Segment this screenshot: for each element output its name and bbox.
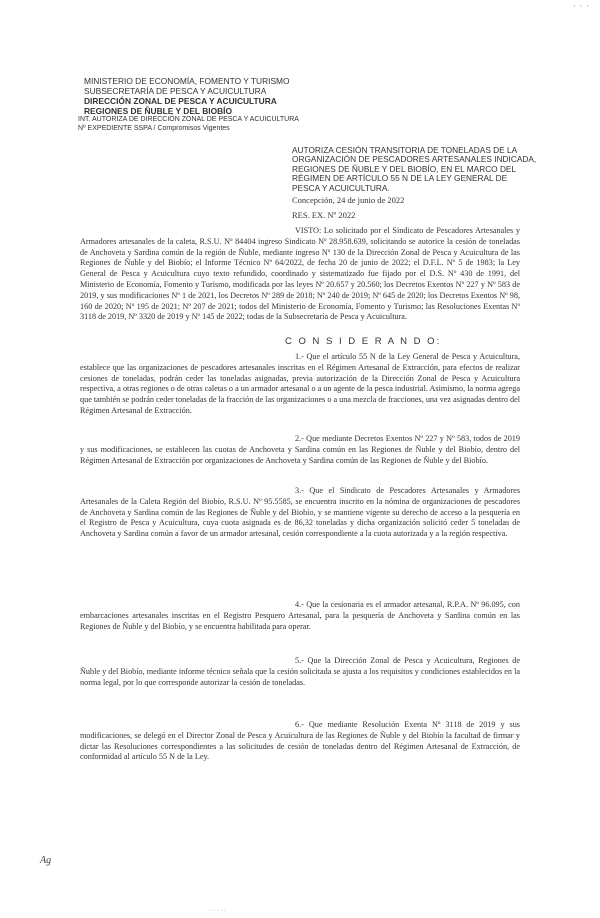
considerando-6 <box>80 720 520 763</box>
visto-paragraph <box>80 226 520 323</box>
header-line-regions: REGIONES DE ÑUBLE Y DEL BIOBÍO <box>84 106 232 116</box>
footer-mark: · · · · · <box>210 908 226 914</box>
resolution-subject: AUTORIZA CESIÓN TRANSITORIA DE TONELADAS DE LA ORGANIZACIÓN DE PESCADORES ARTESANALES INDICADA, REGIONES DE ÑUBLE Y DEL BIOBÍO, EN EL MARCO DEL RÉGIMEN DE ARTÍCULO 55 N DE LA LEY GENERAL DE PESCA Y ACUICULTURA. <box>292 145 537 193</box>
header-line-subsecretariat: SUBSECRETARÍA DE PESCA Y ACUICULTURA <box>84 86 267 96</box>
considerando-title: C O N S I D E R A N D O: <box>285 336 442 347</box>
considerando-4 <box>80 600 520 632</box>
resolution-date: Concepción, 24 de junio de 2022 <box>292 195 405 205</box>
considerando-5 <box>80 656 520 688</box>
corner-mark: · · · <box>573 2 590 11</box>
considerando-1-text: 1.- Que el artículo 55 N de la Ley General de Pesca y Acuicultura, establece que las organizaciones de pescadores artesanales inscritas en el Régimen Artesanal de Extracción, para efectos de realizar cesiones de toneladas, podrán ceder las toneladas asignadas, previa autorización de la Dirección Zonal de Pesca y Acuicultura respectiva, a otras regiones o de otras caletas o a un armador artesanal o a un agente de la pesca industrial. Asimismo, la norma agrega que también se podrán ceder toneladas de la fracción de las organizaciones o a una mezcla de fracciones, una vez asignadas dentro del Régimen Artesanal de Extracción. <box>80 352 520 415</box>
considerando-3 <box>80 486 520 540</box>
considerando-4-text: 4.- Que la cesionaria es el armador artesanal, R.P.A. Nº 96.095, con embarcaciones artesanales inscritas en el Registro Pesquero Artesanal, para la pesquería de Anchoveta y Sardina común en las Regiones de Ñuble y del Biobío, y se encuentra habilitada para operar. <box>80 600 520 631</box>
header-line-reference: INT. AUTORIZA DE DIRECCIÓN ZONAL DE PESCA Y ACUICULTURA <box>78 116 299 123</box>
considerando-2 <box>80 434 520 466</box>
header-line-directorate: DIRECCIÓN ZONAL DE PESCA Y ACUICULTURA <box>84 96 277 106</box>
document-header <box>78 76 328 133</box>
header-line-ministry: MINISTERIO DE ECONOMÍA, FOMENTO Y TURISMO <box>84 76 290 86</box>
author-initials: Ag <box>40 855 52 866</box>
considerando-6-text: 6.- Que mediante Resolución Exenta Nº 3118 de 2019 y sus modificaciones, se delegó en el Director Zonal de Pesca y Acuicultura de las Regiones de Ñuble y del Biobío la facultad de firmar y dictar las Resoluciones correspondientes a las solicitudes de cesión de toneladas dentro del Régimen Artesanal de Extracción, de conformidad al artículo 55 N de la Ley. <box>80 720 520 762</box>
visto-text: VISTO: Lo solicitado por el Sindicato de Pescadores Artesanales y Armadores artesanales de la caleta, R.S.U. Nº 84404 ingreso Sindicato Nº 28.958.639, solicitando se autorice la cesión de toneladas de Anchoveta y Sardina común de la región de Ñuble, mediante ingreso Nº 130 de la Dirección Zonal de Pesca y Acuicultura de las Regiones de Ñuble y del Biobío; el Informe Técnico Nº 64/2022, de fecha 20 de junio de 2022; el D.F.L. Nº 5 de 1983; la Ley General de Pesca y Acuicultura cuyo texto refundido, coordinado y sistematizado fue fijado por el D.S. Nº 430 de 1991, del Ministerio de Economía, Fomento y Turismo, modificada por las leyes Nº 20.657 y 20.560; los Decretos Exentos Nº 227 y Nº 583 de 2019, y sus modificaciones Nº 1 de 2021, los Decretos Nº 289 de 2018; Nº 240 de 2019; Nº 645 de 2020; los Decretos Exentos Nº 98, 160 de 2020; Nº 195 de 2021; Nº 207 de 2021; todos del Ministerio de Economía, Fomento y Turismo; las Resoluciones Exentas Nº 3118 de 2019, Nº 3320 de 2019 y Nº 145 de 2022; todas de la Subsecretaría de Pesca y Acuicultura. <box>80 226 520 322</box>
considerando-3-text: 3.- Que el Sindicato de Pescadores Artesanales y Armadores Artesanales de la Caleta Región del Biobío, R.S.U. Nº 95.5585, se encuentra inscrito en la nómina de organizaciones de pescadores de Anchoveta y Sardina común de las Regiones de Ñuble y del Biobío, y se mantiene vigente su derecho de acceso a la pesquería en el Registro de Pesca y Acuicultura, cuya cuota asignada es de 86,32 toneladas y dicha organización solicitó ceder 5 toneladas de Anchoveta y Sardina común a favor de un armador artesanal, cesión correspondiente a la cuota autorizada y a la región respectiva. <box>80 486 520 539</box>
considerando-2-text: 2.- Que mediante Decretos Exentos Nº 227 y Nº 583, todos de 2019 y sus modificaciones, se establecen las cuotas de Anchoveta y Sardina común en las Regiones de Ñuble y del Biobío, dentro del Régimen Artesanal de Extracción por organizaciones de Anchoveta y Sardina común de las Regiones de Ñuble y del Biobío. <box>80 434 520 465</box>
considerando-5-text: 5.- Que la Dirección Zonal de Pesca y Acuicultura, Regiones de Ñuble y del Biobío, mediante informe técnico señala que la cesión solicitada se ajusta a los requisitos y condiciones establecidos en la norma legal, por lo que corresponde autorizar la cesión de toneladas. <box>80 656 520 687</box>
header-line-file: Nº EXPEDIENTE SSPA / Compromisos Vigentes <box>78 124 230 132</box>
resolution-number: RES. EX. Nº 2022 <box>292 210 356 220</box>
considerando-1 <box>80 352 520 417</box>
